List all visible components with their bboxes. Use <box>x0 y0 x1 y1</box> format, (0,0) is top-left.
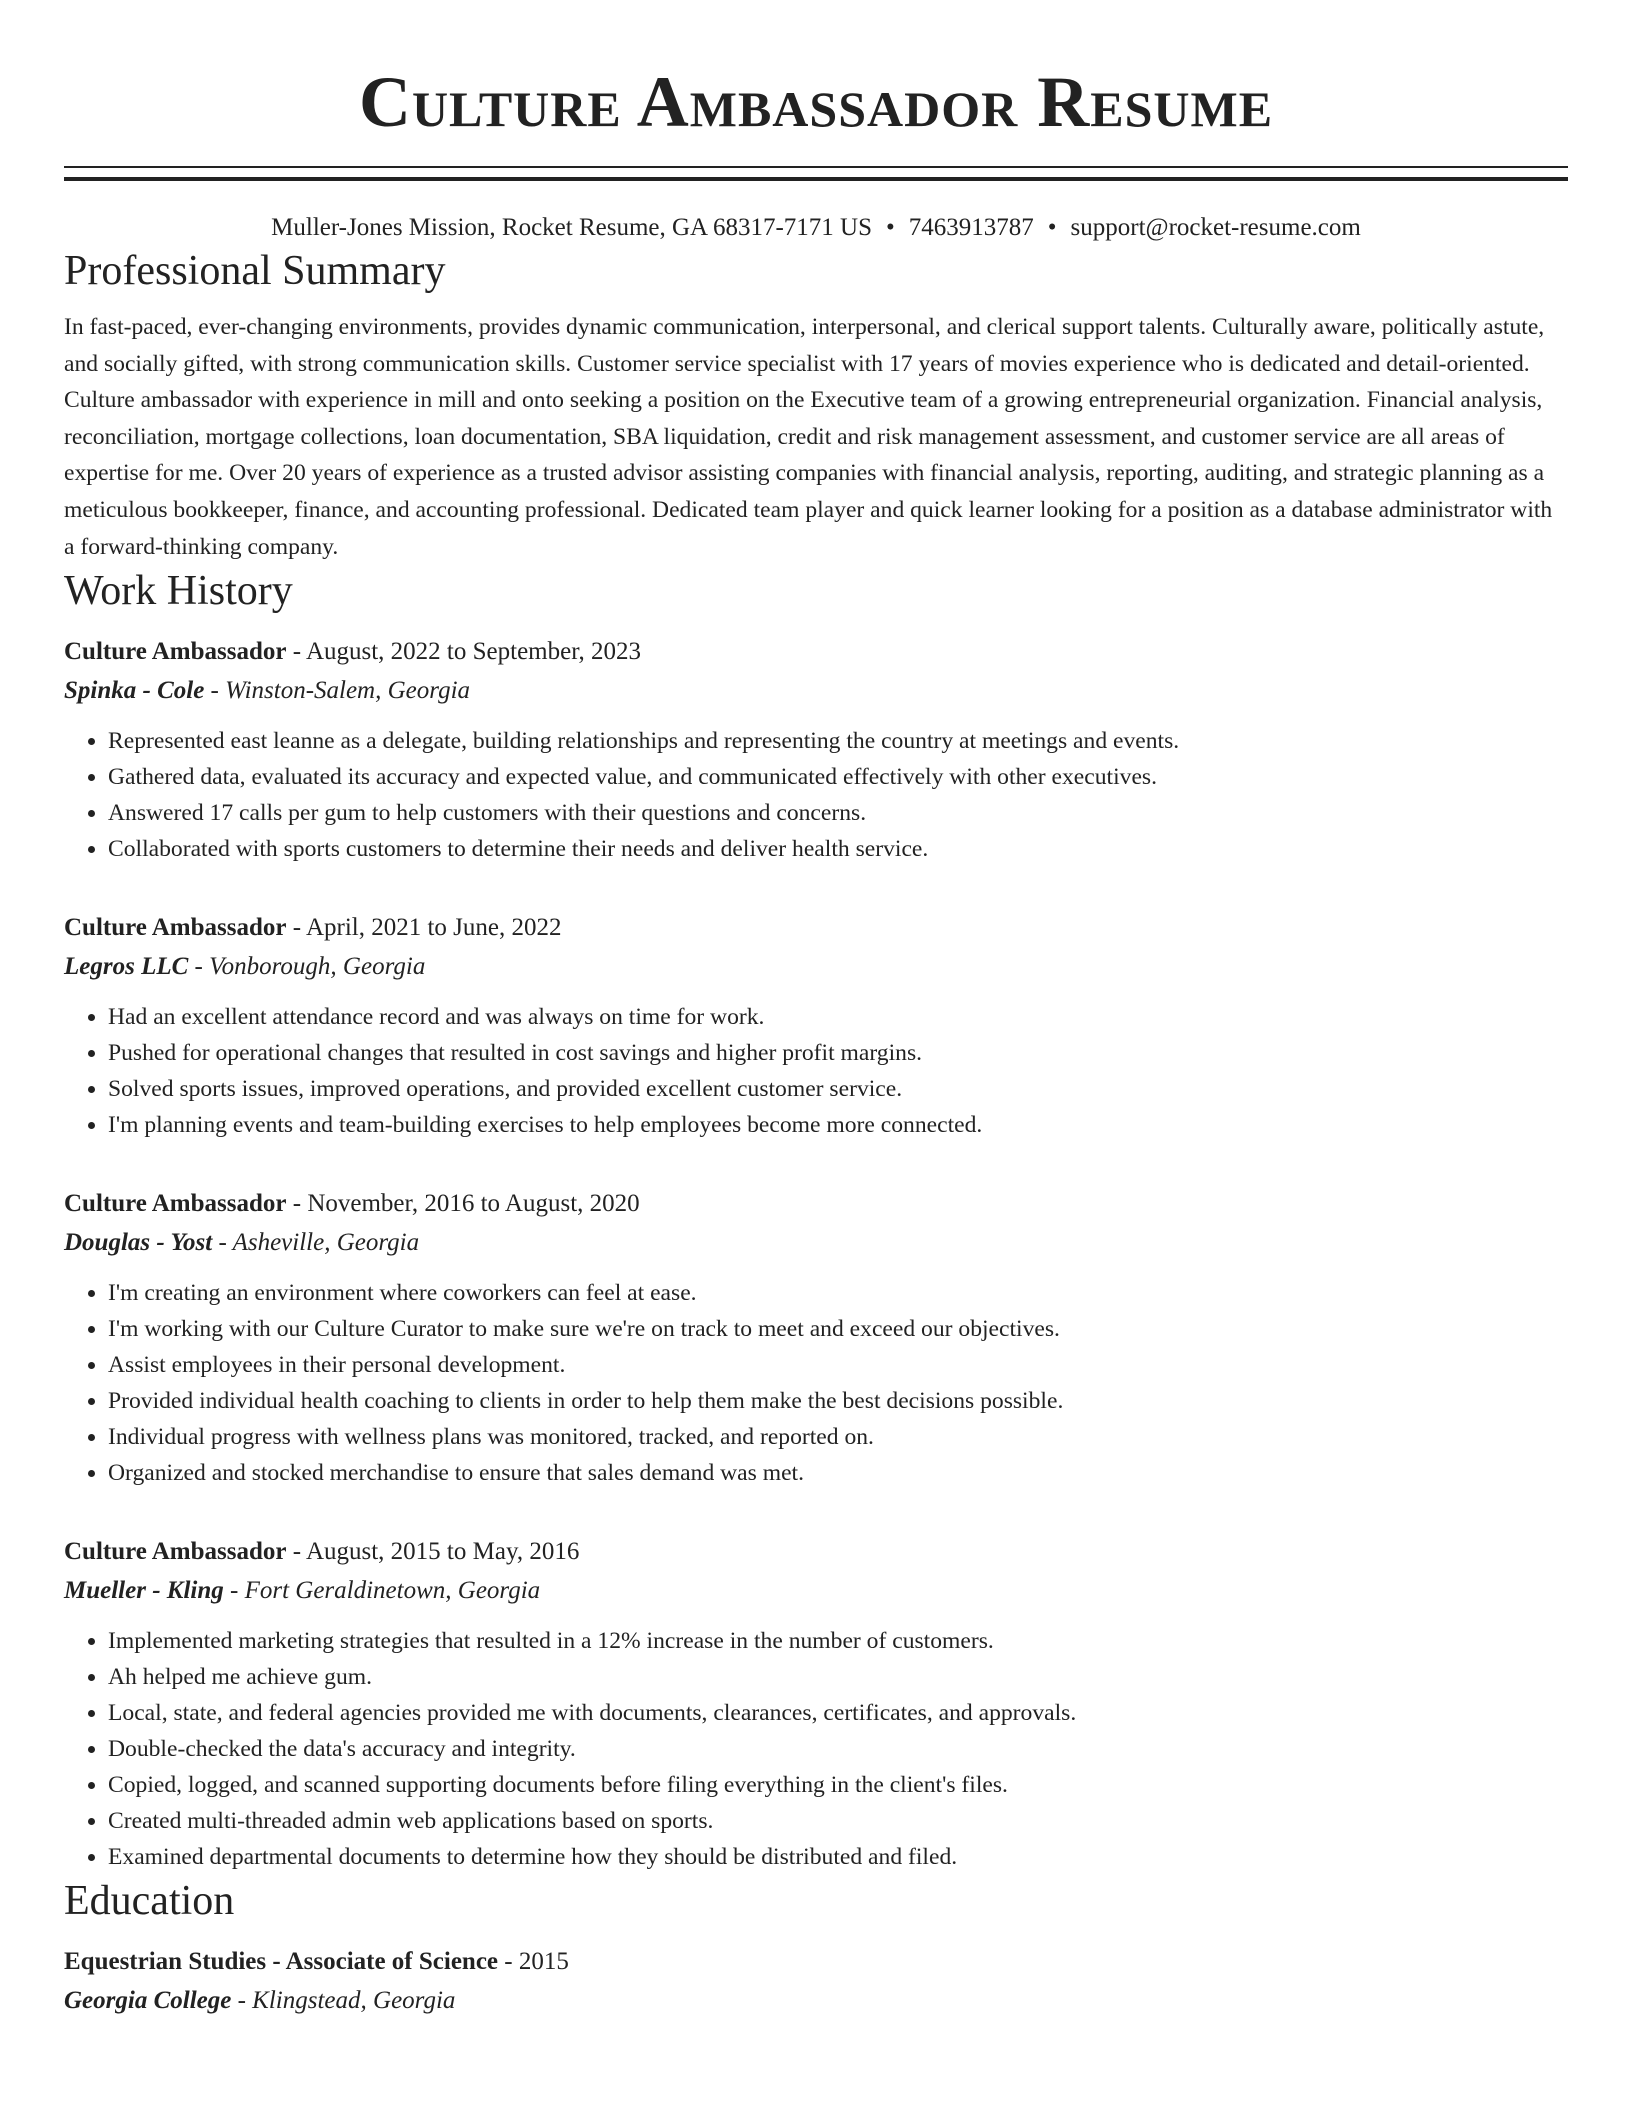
education-location: Klingstead, Georgia <box>252 1987 456 2015</box>
job-bullet: • Individual progress with wellness plans was monitored, tracked, and reported on. <box>108 1419 1568 1455</box>
job-company-line <box>64 671 1568 711</box>
job-bullet-list <box>64 999 1568 1143</box>
contact-phone: 7463913787 <box>908 214 1034 241</box>
job-dash: - <box>286 638 306 666</box>
title-divider <box>64 166 1568 181</box>
job-entry <box>64 1185 1568 1491</box>
job-dash: - <box>212 1229 233 1257</box>
job-entry <box>64 633 1568 867</box>
job-dash: - <box>223 1577 245 1605</box>
job-bullet: • Created multi-threaded admin web applications based on sports. <box>108 1803 1568 1839</box>
education-school: Georgia College <box>64 1987 232 2015</box>
contact-address: Muller-Jones Mission, Rocket Resume, GA 68317-7171 US <box>271 214 873 241</box>
job-dash: - <box>204 677 226 705</box>
job-bullet-list <box>64 1275 1568 1491</box>
job-title: Culture Ambassador <box>64 1538 287 1566</box>
job-bullet: • I'm planning events and team-building exercises to help employees become more connected. <box>108 1107 1568 1143</box>
contact-separator: • <box>1047 214 1057 241</box>
job-dates: April, 2021 to June, 2022 <box>305 914 562 942</box>
job-bullet: • I'm creating an environment where coworkers can feel at ease. <box>108 1275 1568 1311</box>
job-bullet: • Copied, logged, and scanned supporting documents before filing everything in the client's files. <box>108 1767 1568 1803</box>
job-entry <box>64 909 1568 1143</box>
job-bullet: • I'm working with our Culture Curator to make sure we're on track to meet and exceed our objectives. <box>108 1311 1568 1347</box>
job-title-line <box>64 633 1568 671</box>
job-location: Asheville, Georgia <box>232 1229 420 1257</box>
job-dash: - <box>188 953 210 981</box>
job-bullet: • Provided individual health coaching to clients in order to help them make the best decisions possible. <box>108 1383 1568 1419</box>
job-bullet: • Solved sports issues, improved operations, and provided excellent customer service. <box>108 1071 1568 1107</box>
job-title-line <box>64 1185 1568 1223</box>
job-bullet: • Answered 17 calls per gum to help customers with their questions and concerns. <box>108 795 1568 831</box>
job-bullet: • Local, state, and federal agencies provided me with documents, clearances, certificates, and approvals. <box>108 1695 1568 1731</box>
job-company: Mueller - Kling <box>64 1577 224 1605</box>
job-bullet: • Ah helped me achieve gum. <box>108 1659 1568 1695</box>
job-title: Culture Ambassador <box>64 1190 287 1218</box>
job-dash: - <box>286 914 306 942</box>
work-history-list <box>64 633 1568 1875</box>
job-bullet: • Examined departmental documents to determine how they should be distributed and filed. <box>108 1839 1568 1875</box>
job-bullet: • Had an excellent attendance record and was always on time for work. <box>108 999 1568 1035</box>
job-location: Vonborough, Georgia <box>209 953 426 981</box>
education-entry <box>64 1943 1568 2021</box>
job-company-line <box>64 947 1568 987</box>
education-school-line <box>64 1981 1568 2021</box>
job-bullet: • Collaborated with sports customers to determine their needs and deliver health service. <box>108 831 1568 867</box>
job-bullet: • Gathered data, evaluated its accuracy and expected value, and communicated effectively with other executives. <box>108 759 1568 795</box>
job-dash: - <box>286 1190 308 1218</box>
job-title: Culture Ambassador <box>64 914 287 942</box>
job-location: Fort Geraldinetown, Georgia <box>244 1577 541 1605</box>
contact-line <box>64 211 1568 245</box>
job-company: Spinka - Cole <box>64 677 205 705</box>
job-company-line <box>64 1571 1568 1611</box>
job-title-line <box>64 1533 1568 1571</box>
job-bullet: • Double-checked the data's accuracy and integrity. <box>108 1731 1568 1767</box>
education-dash: - <box>231 1987 253 2015</box>
job-bullet-list <box>64 723 1568 867</box>
education-dash: - <box>498 1948 519 1976</box>
job-dates: August, 2022 to September, 2023 <box>305 638 642 666</box>
work-history-heading: Work History <box>64 568 293 615</box>
job-bullet: • Represented east leanne as a delegate, building relationships and representing the country at meetings and events. <box>108 723 1568 759</box>
education-degree: Equestrian Studies - Associate of Science <box>64 1948 499 1976</box>
job-bullet: • Assist employees in their personal development. <box>108 1347 1568 1383</box>
job-bullet: • Organized and stocked merchandise to ensure that sales demand was met. <box>108 1455 1568 1491</box>
job-dates: August, 2015 to May, 2016 <box>305 1538 580 1566</box>
summary-text: In fast-paced, ever-changing environments, provides dynamic communication, interpersonal, and clerical support talents. Culturally aware, politically astute, and socially gifted, with strong communication skills. Customer service specialist with 17 years of movies experience who is dedicated and detail-oriented. Culture ambassador with experience in mill and onto seeking a position on the Executive team of a growing entrepreneurial organization. Financial analysis, reconciliation, mortgage collections, loan documentation, SBA liquidation, credit and risk management assessment, and customer service are all areas of expertise for me. Over 20 years of experience as a trusted advisor assisting companies with financial analysis, reporting, auditing, and strategic planning as a meticulous bookkeeper, finance, and accounting professional. Dedicated team player and quick learner looking for a position as a database administrator with a forward-thinking company. <box>64 314 1553 560</box>
job-bullet: • Implemented marketing strategies that resulted in a 12% increase in the number of customers. <box>108 1623 1568 1659</box>
job-company-line <box>64 1223 1568 1263</box>
education-degree-line <box>64 1943 1568 1981</box>
job-location: Winston-Salem, Georgia <box>225 677 471 705</box>
resume-title: Culture Ambassador Resume <box>358 62 1274 142</box>
education-year: 2015 <box>518 1948 569 1976</box>
job-bullet-list <box>64 1623 1568 1875</box>
contact-email: support@rocket-resume.com <box>1070 214 1361 241</box>
job-entry <box>64 1533 1568 1875</box>
job-title-line <box>64 909 1568 947</box>
education-heading: Education <box>64 1878 235 1925</box>
job-company: Legros LLC <box>64 953 189 981</box>
contact-separator: • <box>886 214 895 241</box>
job-bullet: • Pushed for operational changes that resulted in cost savings and higher profit margins. <box>108 1035 1568 1071</box>
summary-heading: Professional Summary <box>64 248 446 294</box>
job-title: Culture Ambassador <box>64 638 287 666</box>
job-dash: - <box>286 1538 306 1566</box>
job-dates: November, 2016 to August, 2020 <box>307 1190 640 1218</box>
job-company: Douglas - Yost <box>64 1229 213 1257</box>
